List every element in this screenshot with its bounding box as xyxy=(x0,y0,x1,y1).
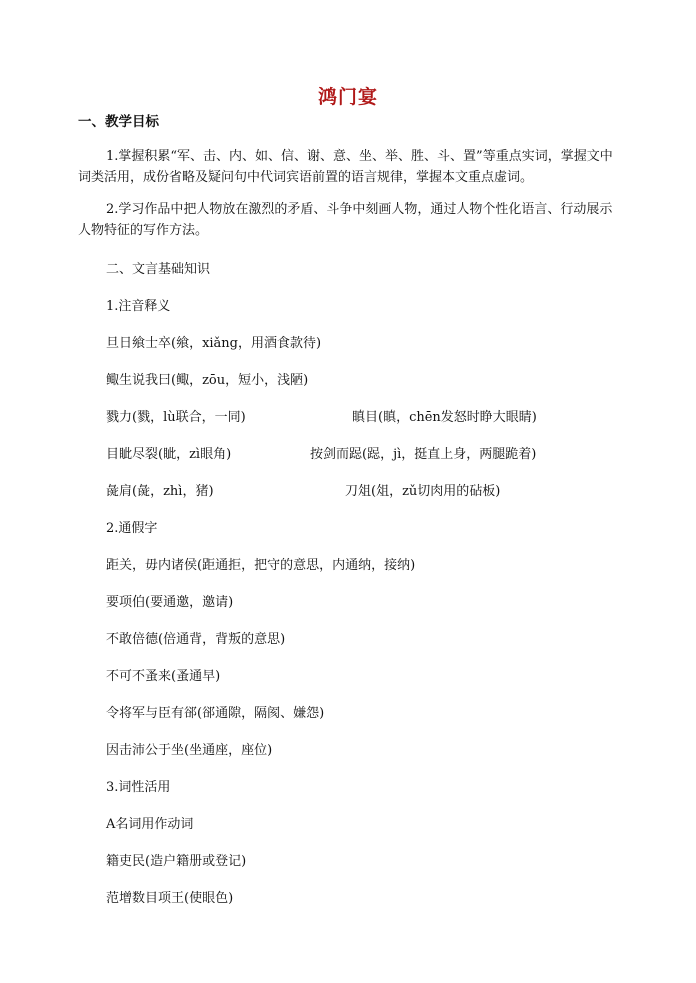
tongjia-item: 令将军与臣有郤(郤通隙，隔阂、嫌怨) xyxy=(106,706,325,721)
phonetic-item: 戮力(戮，lù联合，一同) xyxy=(106,410,246,425)
tongjia-item: 因击沛公于坐(坐通座，座位) xyxy=(106,743,273,758)
sub-heading-noun-as-verb: A名词用作动词 xyxy=(106,817,194,832)
phonetic-item: 鲰生说我曰(鲰，zōu，短小，浅陋) xyxy=(106,373,309,388)
sub-heading-tongjia: 2.通假字 xyxy=(106,521,158,536)
document-title: 鸿门宴 xyxy=(317,86,378,108)
tongjia-item: 不可不蚤来(蚤通早) xyxy=(106,669,221,684)
sub-heading-huoyong: 3.词性活用 xyxy=(106,780,171,795)
goal-paragraph-2: 2.学习作品中把人物放在激烈的矛盾、斗争中刻画人物，通过人物个性化语言、行动展示人物特征的写作方法。 xyxy=(78,202,613,238)
section-heading-basics: 二、文言基础知识 xyxy=(106,262,211,277)
huoyong-item: 籍吏民(造户籍册或登记) xyxy=(106,854,247,869)
tongjia-item: 距关，毋内诸侯(距通拒，把守的意思，内通纳，接纳) xyxy=(106,558,416,573)
phonetic-item: 瞋目(瞋，chēn发怒时睁大眼睛) xyxy=(352,410,537,425)
phonetic-item: 旦日飨士卒(飨，xiǎng，用酒食款待) xyxy=(106,336,322,351)
huoyong-item: 范增数目项王(使眼色) xyxy=(106,891,234,906)
phonetic-item: 刀俎(俎，zǔ切肉用的砧板) xyxy=(345,484,501,499)
tongjia-item: 要项伯(要通邀，邀请) xyxy=(106,595,234,610)
sub-heading-phonetics: 1.注音释义 xyxy=(106,299,171,314)
goal-paragraph-1: 1.掌握积累“军、击、内、如、信、谢、意、坐、举、胜、斗、置”等重点实词，掌握文中词类活用，成份省略及疑问句中代词宾语前置的语言规律，掌握本文重点虚词。 xyxy=(78,149,613,185)
tongjia-item: 不敢倍德(倍通背，背叛的意思) xyxy=(106,632,286,647)
phonetic-item: 彘肩(彘，zhì，猪) xyxy=(106,484,214,499)
phonetic-item: 目眦尽裂(眦，zì眼角) xyxy=(106,447,232,462)
phonetic-item: 按剑而跽(跽，jì，挺直上身，两腿跪着) xyxy=(310,447,537,462)
section-heading-teaching-goals: 一、教学目标 xyxy=(78,114,159,130)
